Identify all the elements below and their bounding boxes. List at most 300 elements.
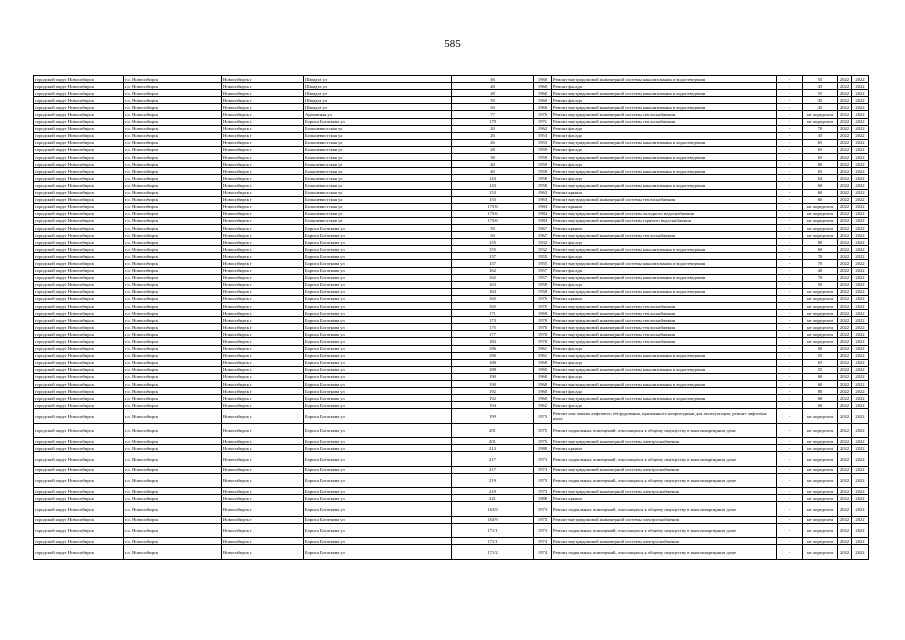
end-year-cell: 2022	[852, 352, 869, 359]
cost-cell: не определен	[803, 445, 838, 452]
cost-cell: 50	[803, 281, 838, 288]
table-row	[34, 274, 869, 281]
city-cell: Новосибирск г	[222, 295, 304, 302]
start-year-cell: 2022	[838, 317, 852, 324]
municipality-cell: городской округ Новосибирск	[34, 83, 124, 90]
start-year-cell: 2022	[838, 452, 852, 466]
house-number-cell: 50	[452, 224, 534, 231]
cost-cell: не определен	[803, 523, 838, 537]
build-year-cell: 1963	[534, 189, 552, 196]
end-year-cell: 2022	[852, 253, 869, 260]
dash-cell: -	[777, 402, 803, 409]
district-cell: г.о. Новосибирск	[124, 388, 222, 395]
district-cell: г.о. Новосибирск	[124, 545, 222, 559]
municipality-cell: городской округ Новосибирск	[34, 423, 124, 437]
build-year-cell: 1975	[534, 438, 552, 445]
build-year-cell: 1957	[534, 274, 552, 281]
street-cell: Бориса Богаткова ул	[304, 317, 452, 324]
district-cell: г.о. Новосибирск	[124, 516, 222, 523]
cost-cell: не определен	[803, 423, 838, 437]
municipality-cell: городской округ Новосибирск	[34, 111, 124, 118]
table-row	[34, 538, 869, 545]
end-year-cell: 2022	[852, 388, 869, 395]
city-cell: Новосибирск г	[222, 76, 304, 83]
end-year-cell: 2022	[852, 473, 869, 487]
house-number-cell: 171/1	[452, 538, 534, 545]
house-number-cell: 219	[452, 473, 534, 487]
municipality-cell: городской округ Новосибирск	[34, 445, 124, 452]
dash-cell: -	[777, 295, 803, 302]
build-year-cell: 1974	[534, 545, 552, 559]
build-year-cell: 1984	[534, 217, 552, 224]
street-cell: Большевистская ул	[304, 189, 452, 196]
table-row	[34, 139, 869, 146]
dash-cell: -	[777, 246, 803, 253]
build-year-cell: 1959	[534, 168, 552, 175]
street-cell: Шмидта ул	[304, 104, 452, 111]
dash-cell: -	[777, 196, 803, 203]
table-row	[34, 196, 869, 203]
work-type-cell: Ремонт подвальных помещений, относящихся к общему имуществу в многоквартирном доме	[552, 523, 777, 537]
table-row	[34, 168, 869, 175]
cost-cell: 65	[803, 146, 838, 153]
table-row	[34, 310, 869, 317]
house-number-cell: 175/6	[452, 210, 534, 217]
start-year-cell: 2022	[838, 260, 852, 267]
start-year-cell: 2022	[838, 538, 852, 545]
end-year-cell: 2022	[852, 359, 869, 366]
table-row	[34, 345, 869, 352]
start-year-cell: 2022	[838, 182, 852, 189]
end-year-cell: 2022	[852, 104, 869, 111]
district-cell: г.о. Новосибирск	[124, 359, 222, 366]
work-type-cell: Ремонт внутридомовой инженерной системы канализования и водоотведения	[552, 76, 777, 83]
street-cell: Бориса Богаткова ул	[304, 338, 452, 345]
work-type-cell: Ремонт внутридомовой инженерной системы теплоснабжения	[552, 118, 777, 125]
house-number-cell: 163	[452, 288, 534, 295]
build-year-cell: 1970	[534, 111, 552, 118]
table-row	[34, 373, 869, 380]
build-year-cell: 1955	[534, 253, 552, 260]
house-number-cell: 171/2	[452, 545, 534, 559]
end-year-cell: 2022	[852, 196, 869, 203]
start-year-cell: 2022	[838, 495, 852, 502]
build-year-cell: 1958	[534, 175, 552, 182]
house-number-cell: 192	[452, 388, 534, 395]
city-cell: Новосибирск г	[222, 523, 304, 537]
work-type-cell: Ремонт внутридомовой инженерной системы теплоснабжения	[552, 303, 777, 310]
street-cell: Бориса Богаткова ул	[304, 523, 452, 537]
start-year-cell: 2022	[838, 310, 852, 317]
house-number-cell: 188	[452, 359, 534, 366]
build-year-cell: 1973	[534, 516, 552, 523]
build-year-cell: 1970	[534, 331, 552, 338]
cost-cell: не определен	[803, 473, 838, 487]
table-row	[34, 239, 869, 246]
district-cell: г.о. Новосибирск	[124, 295, 222, 302]
cost-cell: 80	[803, 161, 838, 168]
end-year-cell: 2022	[852, 281, 869, 288]
work-type-cell: Ремонт внутридомовой инженерной системы теплоснабжения	[552, 331, 777, 338]
house-number-cell: 28	[452, 146, 534, 153]
district-cell: г.о. Новосибирск	[124, 288, 222, 295]
city-cell: Новосибирск г	[222, 182, 304, 189]
work-type-cell: Ремонт фасада	[552, 146, 777, 153]
dash-cell: -	[777, 139, 803, 146]
end-year-cell: 2022	[852, 125, 869, 132]
build-year-cell: 1957	[534, 267, 552, 274]
city-cell: Новосибирск г	[222, 232, 304, 239]
table-row	[34, 232, 869, 239]
start-year-cell: 2022	[838, 516, 852, 523]
house-number-cell: 165	[452, 295, 534, 302]
dash-cell: -	[777, 189, 803, 196]
city-cell: Новосибирск г	[222, 423, 304, 437]
table-row	[34, 175, 869, 182]
house-number-cell: 143	[452, 175, 534, 182]
work-type-cell: Ремонт фасада	[552, 175, 777, 182]
city-cell: Новосибирск г	[222, 274, 304, 281]
build-year-cell: 1953	[534, 139, 552, 146]
street-cell: Бориса Богаткова ул	[304, 310, 452, 317]
municipality-cell: городской округ Новосибирск	[34, 146, 124, 153]
street-cell: Большевистская ул	[304, 168, 452, 175]
dash-cell: -	[777, 168, 803, 175]
table-row	[34, 76, 869, 83]
end-year-cell: 2022	[852, 345, 869, 352]
street-cell: Бориса Богаткова ул	[304, 253, 452, 260]
start-year-cell: 2022	[838, 132, 852, 139]
city-cell: Новосибирск г	[222, 366, 304, 373]
district-cell: г.о. Новосибирск	[124, 267, 222, 274]
municipality-cell: городской округ Новосибирск	[34, 288, 124, 295]
dash-cell: -	[777, 267, 803, 274]
build-year-cell: 1959	[534, 161, 552, 168]
district-cell: г.о. Новосибирск	[124, 423, 222, 437]
street-cell: Большевистская ул	[304, 132, 452, 139]
end-year-cell: 2022	[852, 402, 869, 409]
street-cell: Большевистская ул	[304, 203, 452, 210]
city-cell: Новосибирск г	[222, 381, 304, 388]
district-cell: г.о. Новосибирск	[124, 395, 222, 402]
district-cell: г.о. Новосибирск	[124, 139, 222, 146]
municipality-cell: городской округ Новосибирск	[34, 373, 124, 380]
table-row	[34, 260, 869, 267]
street-cell: Ароматная ул	[304, 111, 452, 118]
work-type-cell: Ремонт фасада	[552, 345, 777, 352]
work-type-cell: Ремонт фасада	[552, 373, 777, 380]
start-year-cell: 2022	[838, 324, 852, 331]
street-cell: Бориса Богаткова ул	[304, 281, 452, 288]
city-cell: Новосибирск г	[222, 224, 304, 231]
table-row	[34, 352, 869, 359]
cost-cell: 45	[803, 104, 838, 111]
start-year-cell: 2022	[838, 111, 852, 118]
municipality-cell: городской округ Новосибирск	[34, 345, 124, 352]
table-row	[34, 331, 869, 338]
street-cell: Шмидта ул	[304, 76, 452, 83]
end-year-cell: 2022	[852, 545, 869, 559]
build-year-cell: 1958	[534, 281, 552, 288]
house-number-cell: 194	[452, 402, 534, 409]
district-cell: г.о. Новосибирск	[124, 473, 222, 487]
municipality-cell: городской округ Новосибирск	[34, 388, 124, 395]
start-year-cell: 2022	[838, 125, 852, 132]
start-year-cell: 2022	[838, 466, 852, 473]
end-year-cell: 2022	[852, 260, 869, 267]
build-year-cell: 1988	[534, 495, 552, 502]
house-number-cell: 40	[452, 168, 534, 175]
build-year-cell: 1960	[534, 373, 552, 380]
end-year-cell: 2022	[852, 210, 869, 217]
cost-cell: 65	[803, 139, 838, 146]
district-cell: г.о. Новосибирск	[124, 523, 222, 537]
start-year-cell: 2022	[838, 295, 852, 302]
dash-cell: -	[777, 125, 803, 132]
end-year-cell: 2022	[852, 409, 869, 423]
work-type-cell: Ремонт фасада	[552, 97, 777, 104]
municipality-cell: городской округ Новосибирск	[34, 502, 124, 516]
cost-cell: 64	[803, 175, 838, 182]
work-type-cell: Ремонт фасада	[552, 83, 777, 90]
dash-cell: -	[777, 281, 803, 288]
city-cell: Новосибирск г	[222, 445, 304, 452]
dash-cell: -	[777, 118, 803, 125]
street-cell: Бориса Богаткова ул	[304, 359, 452, 366]
repair-schedule-table	[33, 75, 869, 560]
district-cell: г.о. Новосибирск	[124, 338, 222, 345]
dash-cell: -	[777, 239, 803, 246]
municipality-cell: городской округ Новосибирск	[34, 224, 124, 231]
build-year-cell: 1973	[534, 502, 552, 516]
street-cell: Бориса Богаткова ул	[304, 366, 452, 373]
house-number-cell: 26	[452, 139, 534, 146]
street-cell: Бориса Богаткова ул	[304, 331, 452, 338]
municipality-cell: городской округ Новосибирск	[34, 409, 124, 423]
municipality-cell: городской округ Новосибирск	[34, 239, 124, 246]
work-type-cell: Ремонт крыши	[552, 203, 777, 210]
house-number-cell: 40	[452, 161, 534, 168]
dash-cell: -	[777, 445, 803, 452]
cost-cell: не определен	[803, 310, 838, 317]
cost-cell: не определен	[803, 545, 838, 559]
house-number-cell: 50	[452, 97, 534, 104]
start-year-cell: 2022	[838, 154, 852, 161]
cost-cell: не определен	[803, 331, 838, 338]
dash-cell: -	[777, 373, 803, 380]
house-number-cell: 153	[452, 189, 534, 196]
start-year-cell: 2022	[838, 488, 852, 495]
city-cell: Новосибирск г	[222, 90, 304, 97]
work-type-cell: Ремонт фасада	[552, 161, 777, 168]
dash-cell: -	[777, 352, 803, 359]
dash-cell: -	[777, 154, 803, 161]
district-cell: г.о. Новосибирск	[124, 175, 222, 182]
street-cell: Бориса Богаткова ул	[304, 118, 452, 125]
municipality-cell: городской округ Новосибирск	[34, 324, 124, 331]
build-year-cell: 1973	[534, 488, 552, 495]
table-row	[34, 267, 869, 274]
house-number-cell: 199	[452, 409, 534, 423]
work-type-cell: Ремонт внутридомовой инженерной системы теплоснабжения	[552, 196, 777, 203]
end-year-cell: 2022	[852, 161, 869, 168]
build-year-cell: 1960	[534, 366, 552, 373]
dash-cell: -	[777, 452, 803, 466]
work-type-cell: Ремонт внутридомовой инженерной системы теплоснабжения	[552, 324, 777, 331]
build-year-cell: 1960	[534, 104, 552, 111]
table-row	[34, 154, 869, 161]
table-row	[34, 203, 869, 210]
cost-cell: 60	[803, 246, 838, 253]
build-year-cell: 1989	[534, 445, 552, 452]
house-number-cell: 201	[452, 423, 534, 437]
cost-cell: не определен	[803, 210, 838, 217]
build-year-cell: 1960	[534, 83, 552, 90]
end-year-cell: 2022	[852, 90, 869, 97]
start-year-cell: 2022	[838, 139, 852, 146]
start-year-cell: 2022	[838, 161, 852, 168]
work-type-cell: Ремонт внутридомовой инженерной системы электроснабжения	[552, 438, 777, 445]
work-type-cell: Ремонт или замена лифтового оборудования, признанного непригодным для эксплуатации, ремонт лифтовых шахт	[552, 409, 777, 423]
work-type-cell: Ремонт фасада	[552, 239, 777, 246]
city-cell: Новосибирск г	[222, 466, 304, 473]
house-number-cell: 190	[452, 373, 534, 380]
city-cell: Новосибирск г	[222, 288, 304, 295]
start-year-cell: 2022	[838, 239, 852, 246]
house-number-cell: 163/9	[452, 502, 534, 516]
district-cell: г.о. Новосибирск	[124, 445, 222, 452]
dash-cell: -	[777, 76, 803, 83]
work-type-cell: Ремонт фасада	[552, 267, 777, 274]
build-year-cell: 1962	[534, 125, 552, 132]
city-cell: Новосибирск г	[222, 154, 304, 161]
table-row	[34, 402, 869, 409]
municipality-cell: городской округ Новосибирск	[34, 189, 124, 196]
end-year-cell: 2022	[852, 146, 869, 153]
district-cell: г.о. Новосибирск	[124, 196, 222, 203]
street-cell: Бориса Богаткова ул	[304, 438, 452, 445]
district-cell: г.о. Новосибирск	[124, 495, 222, 502]
city-cell: Новосибирск г	[222, 203, 304, 210]
start-year-cell: 2022	[838, 97, 852, 104]
table-row	[34, 317, 869, 324]
municipality-cell: городской округ Новосибирск	[34, 139, 124, 146]
end-year-cell: 2022	[852, 224, 869, 231]
end-year-cell: 2022	[852, 288, 869, 295]
municipality-cell: городской округ Новосибирск	[34, 295, 124, 302]
street-cell: Бориса Богаткова ул	[304, 303, 452, 310]
end-year-cell: 2022	[852, 317, 869, 324]
city-cell: Новосибирск г	[222, 139, 304, 146]
municipality-cell: городской округ Новосибирск	[34, 452, 124, 466]
district-cell: г.о. Новосибирск	[124, 409, 222, 423]
district-cell: г.о. Новосибирск	[124, 203, 222, 210]
work-type-cell: Ремонт внутридомовой инженерной системы канализования и водоотведения	[552, 182, 777, 189]
municipality-cell: городской округ Новосибирск	[34, 381, 124, 388]
house-number-cell: 20	[452, 125, 534, 132]
district-cell: г.о. Новосибирск	[124, 182, 222, 189]
street-cell: Бориса Богаткова ул	[304, 545, 452, 559]
house-number-cell: 219	[452, 488, 534, 495]
street-cell: Бориса Богаткова ул	[304, 538, 452, 545]
start-year-cell: 2022	[838, 473, 852, 487]
start-year-cell: 2022	[838, 196, 852, 203]
cost-cell: 70	[803, 274, 838, 281]
street-cell: Большевистская ул	[304, 210, 452, 217]
street-cell: Шмидта ул	[304, 90, 452, 97]
build-year-cell: 1970	[534, 303, 552, 310]
build-year-cell: 1973	[534, 409, 552, 423]
city-cell: Новосибирск г	[222, 267, 304, 274]
city-cell: Новосибирск г	[222, 502, 304, 516]
street-cell: Бориса Богаткова ул	[304, 224, 452, 231]
house-number-cell: 190	[452, 381, 534, 388]
cost-cell: 65	[803, 359, 838, 366]
work-type-cell: Ремонт крыши	[552, 189, 777, 196]
house-number-cell: 188	[452, 366, 534, 373]
cost-cell: не определен	[803, 118, 838, 125]
house-number-cell: 173	[452, 317, 534, 324]
dash-cell: -	[777, 381, 803, 388]
district-cell: г.о. Новосибирск	[124, 352, 222, 359]
city-cell: Новосибирск г	[222, 516, 304, 523]
district-cell: г.о. Новосибирск	[124, 452, 222, 466]
dash-cell: -	[777, 502, 803, 516]
end-year-cell: 2022	[852, 303, 869, 310]
city-cell: Новосибирск г	[222, 189, 304, 196]
build-year-cell: 1961	[534, 352, 552, 359]
build-year-cell: 1967	[534, 232, 552, 239]
city-cell: Новосибирск г	[222, 331, 304, 338]
cost-cell: 70	[803, 125, 838, 132]
cost-cell: не определен	[803, 538, 838, 545]
district-cell: г.о. Новосибирск	[124, 90, 222, 97]
district-cell: г.о. Новосибирск	[124, 210, 222, 217]
start-year-cell: 2022	[838, 445, 852, 452]
start-year-cell: 2022	[838, 246, 852, 253]
municipality-cell: городской округ Новосибирск	[34, 488, 124, 495]
cost-cell: 60	[803, 402, 838, 409]
work-type-cell: Ремонт внутридомовой инженерной системы холодного водоснабжения	[552, 210, 777, 217]
street-cell: Бориса Богаткова ул	[304, 473, 452, 487]
table-row	[34, 452, 869, 466]
table-row	[34, 224, 869, 231]
build-year-cell: 1960	[534, 76, 552, 83]
street-cell: Бориса Богаткова ул	[304, 381, 452, 388]
district-cell: г.о. Новосибирск	[124, 224, 222, 231]
street-cell: Бориса Богаткова ул	[304, 324, 452, 331]
district-cell: г.о. Новосибирск	[124, 118, 222, 125]
dash-cell: -	[777, 161, 803, 168]
work-type-cell: Ремонт фасада	[552, 388, 777, 395]
street-cell: Бориса Богаткова ул	[304, 232, 452, 239]
municipality-cell: городской округ Новосибирск	[34, 303, 124, 310]
start-year-cell: 2022	[838, 402, 852, 409]
work-type-cell: Ремонт внутридомовой инженерной системы канализования и водоотведения	[552, 352, 777, 359]
dash-cell: -	[777, 317, 803, 324]
build-year-cell: 1960	[534, 97, 552, 104]
district-cell: г.о. Новосибирск	[124, 146, 222, 153]
start-year-cell: 2022	[838, 104, 852, 111]
start-year-cell: 2022	[838, 210, 852, 217]
table-row	[34, 125, 869, 132]
end-year-cell: 2022	[852, 331, 869, 338]
start-year-cell: 2022	[838, 76, 852, 83]
dash-cell: -	[777, 175, 803, 182]
municipality-cell: городской округ Новосибирск	[34, 331, 124, 338]
build-year-cell: 1973	[534, 452, 552, 466]
start-year-cell: 2022	[838, 224, 852, 231]
